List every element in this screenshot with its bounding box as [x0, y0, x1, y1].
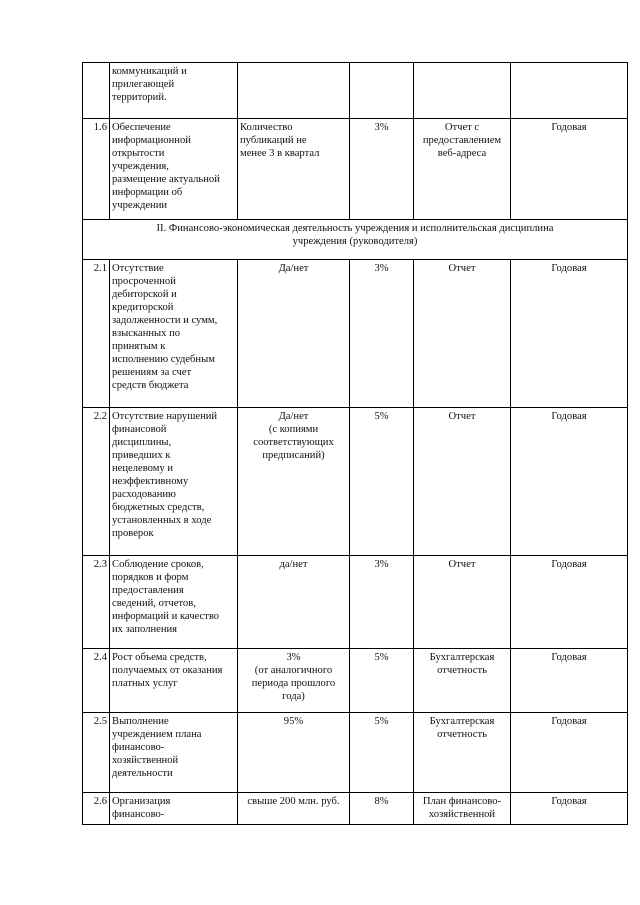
criterion-name: Отсутствие нарушений финансовой дисциплины, приведших к нецелевому и неэффективному расходованию бюджетных средств, установленных в ходе проверок: [110, 408, 238, 556]
criterion-indicator: Да/нет: [238, 260, 350, 408]
criterion-indicator: [238, 63, 350, 119]
criterion-indicator: да/нет: [238, 556, 350, 649]
criterion-name: Обеспечение информационной открытости учреждения, размещение актуальной информации об учреждении: [110, 119, 238, 220]
row-number: 2.4: [83, 649, 110, 713]
criterion-weight: 3%: [350, 260, 414, 408]
row-number: [83, 63, 110, 119]
criterion-weight: 3%: [350, 556, 414, 649]
table-row: [83, 63, 628, 119]
criteria-table: [82, 62, 628, 825]
document-page: [82, 62, 628, 825]
criterion-name: Выполнение учреждением плана финансово- хозяйственной деятельности: [110, 713, 238, 793]
criterion-name: Организация финансово-: [110, 793, 238, 825]
criterion-report: Отчет: [414, 556, 511, 649]
criterion-indicator: 95%: [238, 713, 350, 793]
criterion-weight: 5%: [350, 649, 414, 713]
criterion-report: Бухгалтерская отчетность: [414, 649, 511, 713]
criterion-period: Годовая: [511, 408, 628, 556]
criterion-period: Годовая: [511, 119, 628, 220]
criterion-period: Годовая: [511, 649, 628, 713]
criterion-name: Рост объема средств, получаемых от оказания платных услуг: [110, 649, 238, 713]
criterion-period: Годовая: [511, 260, 628, 408]
row-number: 2.6: [83, 793, 110, 825]
row-number: 2.2: [83, 408, 110, 556]
criterion-period: [511, 63, 628, 119]
row-number: 2.3: [83, 556, 110, 649]
row-number: 2.5: [83, 713, 110, 793]
criterion-report: [414, 63, 511, 119]
criterion-indicator: 3% (от аналогичного периода прошлого года): [238, 649, 350, 713]
row-number: 1.6: [83, 119, 110, 220]
criterion-report: Отчет: [414, 260, 511, 408]
criterion-name: коммуникаций и прилегающей территорий.: [110, 63, 238, 119]
criterion-weight: 5%: [350, 713, 414, 793]
criterion-report: Бухгалтерская отчетность: [414, 713, 511, 793]
criterion-period: Годовая: [511, 556, 628, 649]
criterion-name: Отсутствие просроченной дебиторской и кредиторской задолженности и сумм, взысканных по принятым к исполнению судебным решениям за счет средств бюджета: [110, 260, 238, 408]
criterion-weight: 5%: [350, 408, 414, 556]
criterion-report: Отчет с предоставлением веб-адреса: [414, 119, 511, 220]
criterion-indicator: Количество публикаций не менее 3 в квартал: [238, 119, 350, 220]
table-row: [83, 260, 628, 408]
table-row: [83, 649, 628, 713]
section-header-row: [83, 220, 628, 260]
criterion-weight: [350, 63, 414, 119]
table-row: [83, 713, 628, 793]
criterion-indicator: Да/нет (с копиями соответствующих предписаний): [238, 408, 350, 556]
table-row: [83, 793, 628, 825]
table-row: [83, 556, 628, 649]
criterion-period: Годовая: [511, 713, 628, 793]
row-number: 2.1: [83, 260, 110, 408]
criterion-report: План финансово- хозяйственной: [414, 793, 511, 825]
criterion-weight: 3%: [350, 119, 414, 220]
criterion-period: Годовая: [511, 793, 628, 825]
criterion-name: Соблюдение сроков, порядков и форм предоставления сведений, отчетов, информаций и качество их заполнения: [110, 556, 238, 649]
table-row: [83, 119, 628, 220]
table-row: [83, 408, 628, 556]
section-title: II. Финансово-экономическая деятельность учреждения и исполнительская дисциплина учреждения (руководителя): [83, 220, 628, 260]
criterion-indicator: свыше 200 млн. руб.: [238, 793, 350, 825]
criterion-report: Отчет: [414, 408, 511, 556]
criterion-weight: 8%: [350, 793, 414, 825]
